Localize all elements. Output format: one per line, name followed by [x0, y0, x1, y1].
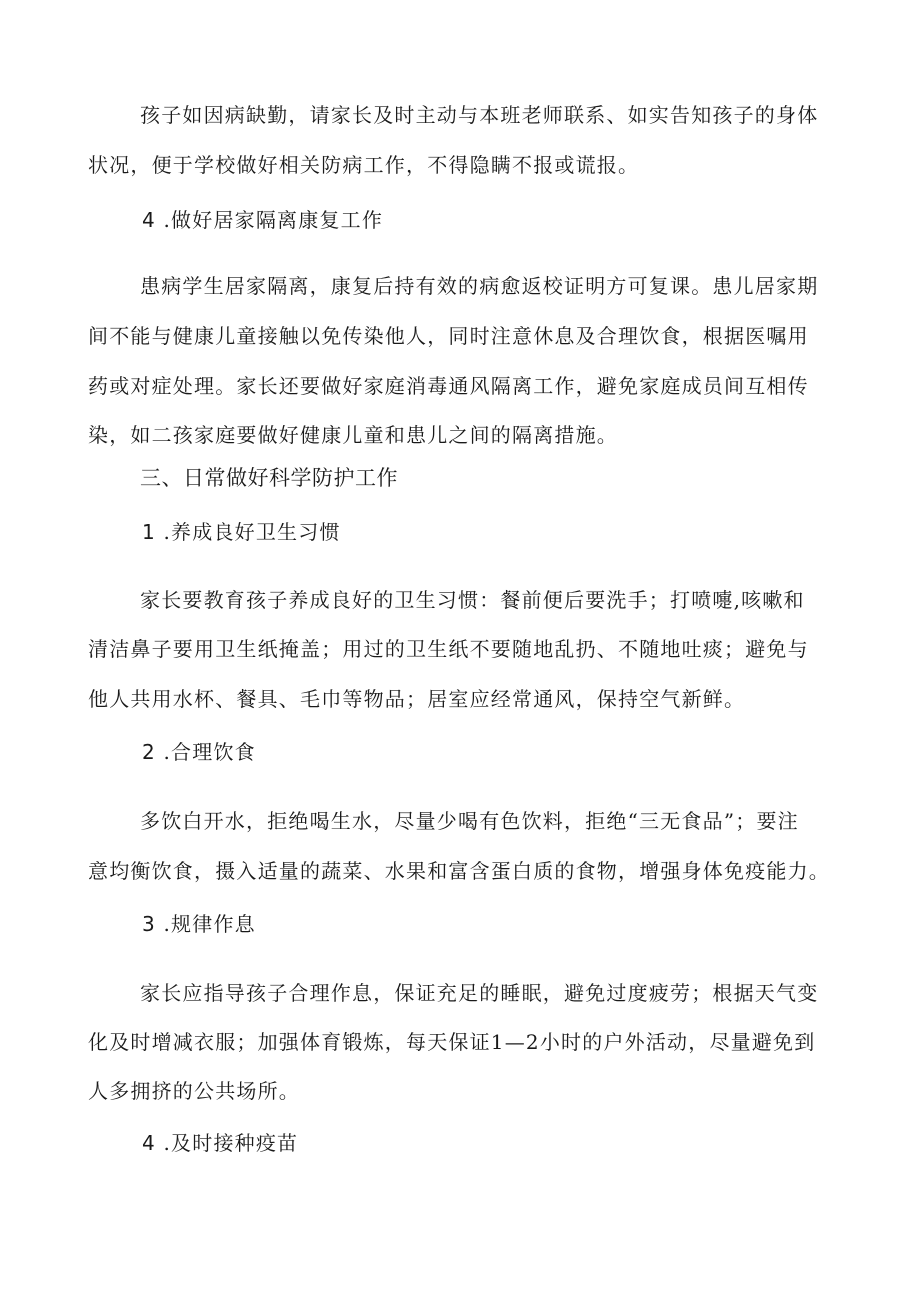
subheading-number: 1: [142, 520, 156, 544]
subheading-text: .做好居家隔离康复工作: [163, 208, 384, 232]
subheading-vaccine: [142, 1129, 298, 1157]
subheading-text: .及时接种疫苗: [163, 1131, 299, 1155]
paragraph-line: 家长要教育孩子养成良好的卫生习惯：餐前便后要洗手；打喷嚏,咳嗽和: [140, 588, 805, 612]
section-title: 三、日常做好科学防护工作: [140, 466, 398, 490]
paragraph-line: 家长应指导孩子合理作息，保证充足的睡眠，避免过度疲劳；根据天气变: [140, 981, 819, 1005]
subheading-text: .养成良好卫生习惯: [163, 520, 341, 544]
subheading-text: .合理饮食: [163, 740, 256, 764]
subheading-diet: [142, 738, 256, 766]
subheading-number: 2: [142, 740, 156, 764]
paragraph-line: 人多拥挤的公共场所。: [88, 1079, 300, 1103]
paragraph-line: 化及时增减衣服；加强体育锻炼，每天保证1—2小时的户外活动，尽量避免到: [88, 1030, 816, 1054]
paragraph-line: 状况，便于学校做好相关防病工作，不得隐瞒不报或谎报。: [88, 153, 640, 177]
subheading-number: 3: [142, 912, 156, 936]
paragraph-line: 清洁鼻子要用卫生纸掩盖；用过的卫生纸不要随地乱扔、不随地吐痰；避免与: [88, 637, 809, 661]
paragraph-line: 染，如二孩家庭要做好健康儿童和患儿之间的隔离措施。: [88, 423, 618, 447]
paragraph-line: 他人共用水杯、餐具、毛巾等物品；居室应经常通风，保持空气新鲜。: [88, 687, 746, 711]
paragraph-line: 意均衡饮食，摄入适量的蔬菜、水果和富含蛋白质的食物，增强身体免疫能力。: [88, 859, 830, 883]
paragraph-line: 多饮白开水，拒绝喝生水，尽量少喝有色饮料，拒绝“三无食品”；要注: [140, 809, 799, 833]
paragraph-line: 药或对症处理。家长还要做好家庭消毒通风隔离工作，避免家庭成员间互相传: [88, 374, 809, 398]
subheading-home-recovery: [142, 206, 383, 234]
subheading-hygiene: [142, 518, 341, 546]
paragraph-line: 患病学生居家隔离，康复后持有效的病愈返校证明方可复课。患儿居家期: [140, 274, 819, 298]
subheading-number: 4: [142, 1131, 156, 1155]
subheading-number: 4: [142, 208, 156, 232]
paragraph-line: 间不能与健康儿童接触以免传染他人，同时注意休息及合理饮食，根据医嘱用: [88, 324, 809, 348]
paragraph-line: 孩子如因病缺勤，请家长及时主动与本班老师联系、如实告知孩子的身体: [140, 103, 819, 127]
subheading-rest: [142, 910, 256, 938]
subheading-text: .规律作息: [163, 912, 256, 936]
